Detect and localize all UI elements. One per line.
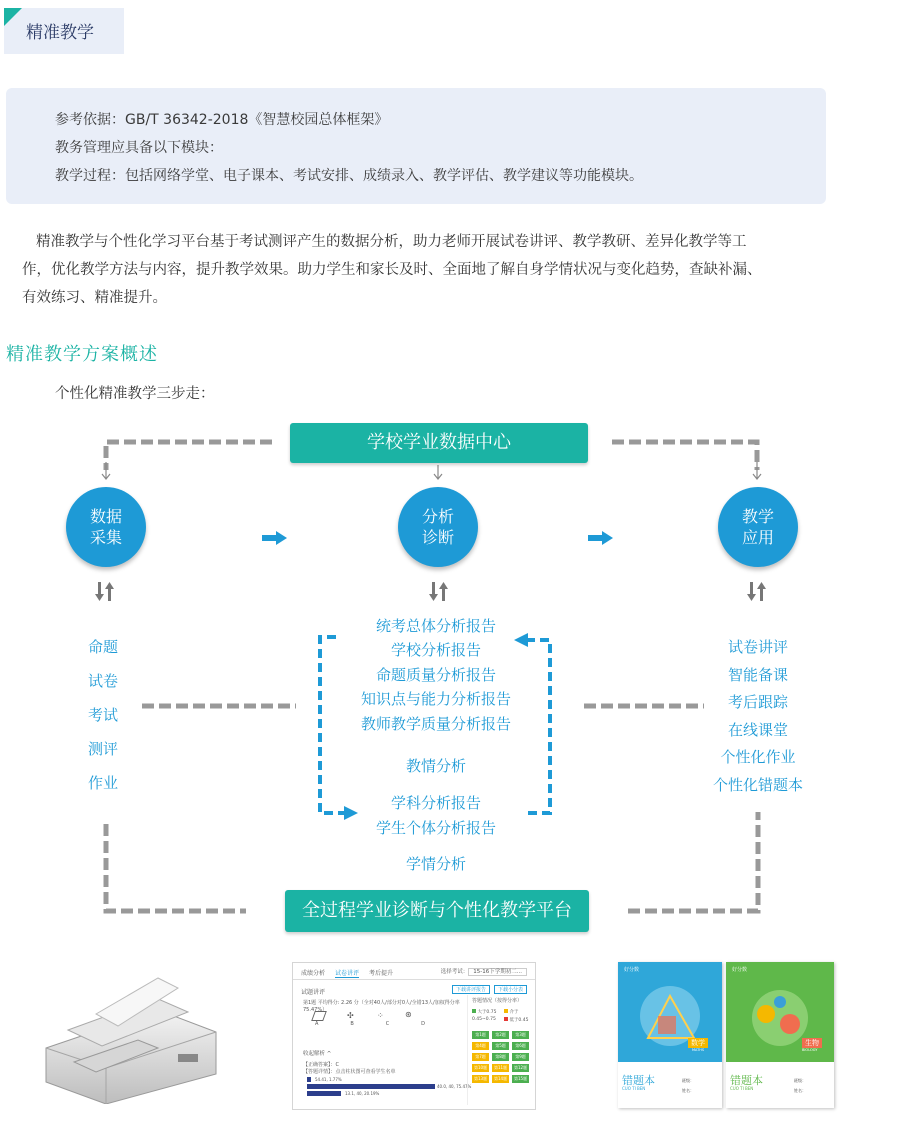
analysis-reports — [340, 615, 532, 875]
grid-cell: 第8题 — [492, 1053, 509, 1061]
list-item: 试卷 — [87, 672, 118, 690]
updown-arrow-3 — [747, 582, 766, 601]
download-report-button[interactable]: 下载讲评报告 — [452, 985, 490, 994]
updown-arrow-1 — [95, 582, 114, 601]
grid-cell: 第13题 — [473, 1076, 488, 1081]
scanner-image — [38, 970, 224, 1104]
reference-line-2: 教务管理应具备以下模块： — [55, 140, 223, 156]
download-score-button[interactable]: 下载小分表 — [494, 985, 527, 994]
screenshot-tab[interactable]: 试卷讲评 — [335, 970, 360, 977]
dash-top-right — [612, 442, 757, 470]
grid-cell: 第3题 — [512, 1031, 529, 1039]
grid-cell: 第9题 — [512, 1053, 529, 1061]
biology-notebook-cover: 好分数 生物 BIOLOGY 错题本 CUO TI BEN 班级： 姓名： — [726, 962, 834, 1108]
data-center-box: 学校学业数据中心 — [290, 423, 588, 463]
teaching-analysis-label: 教情分析 — [405, 757, 466, 775]
reference-line-1: 参考依据：GB/T 36342-2018《智慧校园总体框架》 — [55, 112, 389, 128]
report-item: 统考总体分析报告 — [375, 617, 496, 635]
report-screenshot: 成绩分析 试卷讲评 考后提升 选择考试： 15-16下学期初二... 下载讲评报告 下载小分表 试题讲评 第1题 平均得分: 2.26 分（全对40人/部分对0人/全错13人/加权得分率75.47%） A B C D ✣ ⁘ ⊛ 收起解析 ^ 【正确答案】：C 【答题详情】：点击柱状图可查看学生名单 54.41, 1.77% 40.0, 40, 75.47% 13.1, 40, 20.19% 答题情况（按得分率） 大于0.75 介于 0.45~0.75 低于0.45 第1题 第2题 第3题 第4题 第5题 第6题 第7题 第8题 第9题 第10题 第11题 第12题 第13题 第14题 第15题 — [292, 962, 536, 1110]
learning-analysis-label: 学情分析 — [405, 855, 466, 873]
grid-cell: 第12题 — [513, 1065, 528, 1070]
list-item: 个性化作业 — [720, 748, 796, 766]
list-item: 在线课堂 — [727, 720, 788, 739]
list-item: 测评 — [87, 740, 118, 758]
screenshot-tab[interactable]: 成绩分析 — [301, 970, 326, 977]
report-item: 学科分析报告 — [390, 794, 481, 812]
exam-select[interactable]: 15-16下学期初二... — [468, 968, 527, 976]
dash-bottom-right — [628, 812, 758, 911]
collect-items — [60, 636, 146, 806]
step-circle-collect: 数据 采集 — [66, 487, 146, 567]
collapse-toggle[interactable]: 收起解析 ^ — [303, 1051, 332, 1057]
math-notebook-cover: 好分数 数学 MATHS 错题本 CUO TI BEN 班级： 姓名： — [618, 962, 722, 1108]
list-item: 考后跟踪 — [727, 693, 788, 711]
step-circle-apply: 教学 应用 — [718, 487, 798, 567]
arrow-right-2 — [588, 531, 613, 545]
grid-cell: 第11题 — [493, 1065, 508, 1070]
list-item: 个性化错题本 — [712, 775, 803, 794]
reference-line-3: 教学过程：包括网络学堂、电子课本、考试安排、成绩录入、教学评估、教学建议等功能模块。 — [55, 168, 643, 184]
report-item: 学校分析报告 — [390, 641, 481, 659]
list-item: 智能备课 — [727, 665, 788, 684]
report-item: 教师教学质量分析报告 — [360, 715, 511, 733]
report-item: 知识点与能力分析报告 — [360, 690, 511, 708]
grid-cell: 第10题 — [473, 1065, 488, 1070]
grid-cell: 第4题 — [472, 1042, 489, 1050]
list-item: 考试 — [87, 706, 118, 724]
step-circle-analyze: 分析 诊断 — [398, 487, 478, 567]
page-title: 精准教学 — [26, 23, 94, 43]
grid-cell: 第14题 — [493, 1076, 508, 1081]
section-subtitle: 个性化精准教学三步走： — [55, 386, 215, 402]
grid-cell: 第2题 — [492, 1031, 509, 1039]
grid-cell: 第7题 — [472, 1053, 489, 1061]
grid-cell: 第5题 — [492, 1042, 509, 1050]
section-title: 精准教学方案概述 — [6, 344, 158, 365]
dash-top-left — [106, 442, 272, 470]
list-item: 试卷讲评 — [727, 638, 788, 656]
platform-box: 全过程学业诊断与个性化教学平台 — [285, 890, 589, 932]
notebook-covers — [618, 962, 834, 1108]
updown-arrow-2 — [429, 582, 448, 601]
arrow-right-1 — [262, 531, 287, 545]
grid-cell: 第15题 — [513, 1076, 528, 1081]
list-item: 命题 — [87, 638, 118, 656]
report-item: 学生个体分析报告 — [375, 819, 496, 837]
grid-cell: 第6题 — [512, 1042, 529, 1050]
dash-bottom-left — [106, 824, 246, 911]
intro-paragraph: 精准教学与个性化学习平台基于考试测评产生的数据分析，助力老师开展试卷讲评、教学教研、差异化教学等工作，优化教学方法与内容，提升教学效果。助力学生和家长及时、全面地了解自身学情状况与变化趋势，查缺补漏、有效练习、精准提升。 — [22, 234, 762, 306]
grid-cell: 第1题 — [472, 1031, 489, 1039]
screenshot-tab[interactable]: 考后提升 — [369, 970, 394, 977]
list-item: 作业 — [87, 774, 118, 792]
report-item: 命题质量分析报告 — [375, 666, 496, 684]
application-items — [698, 636, 818, 801]
